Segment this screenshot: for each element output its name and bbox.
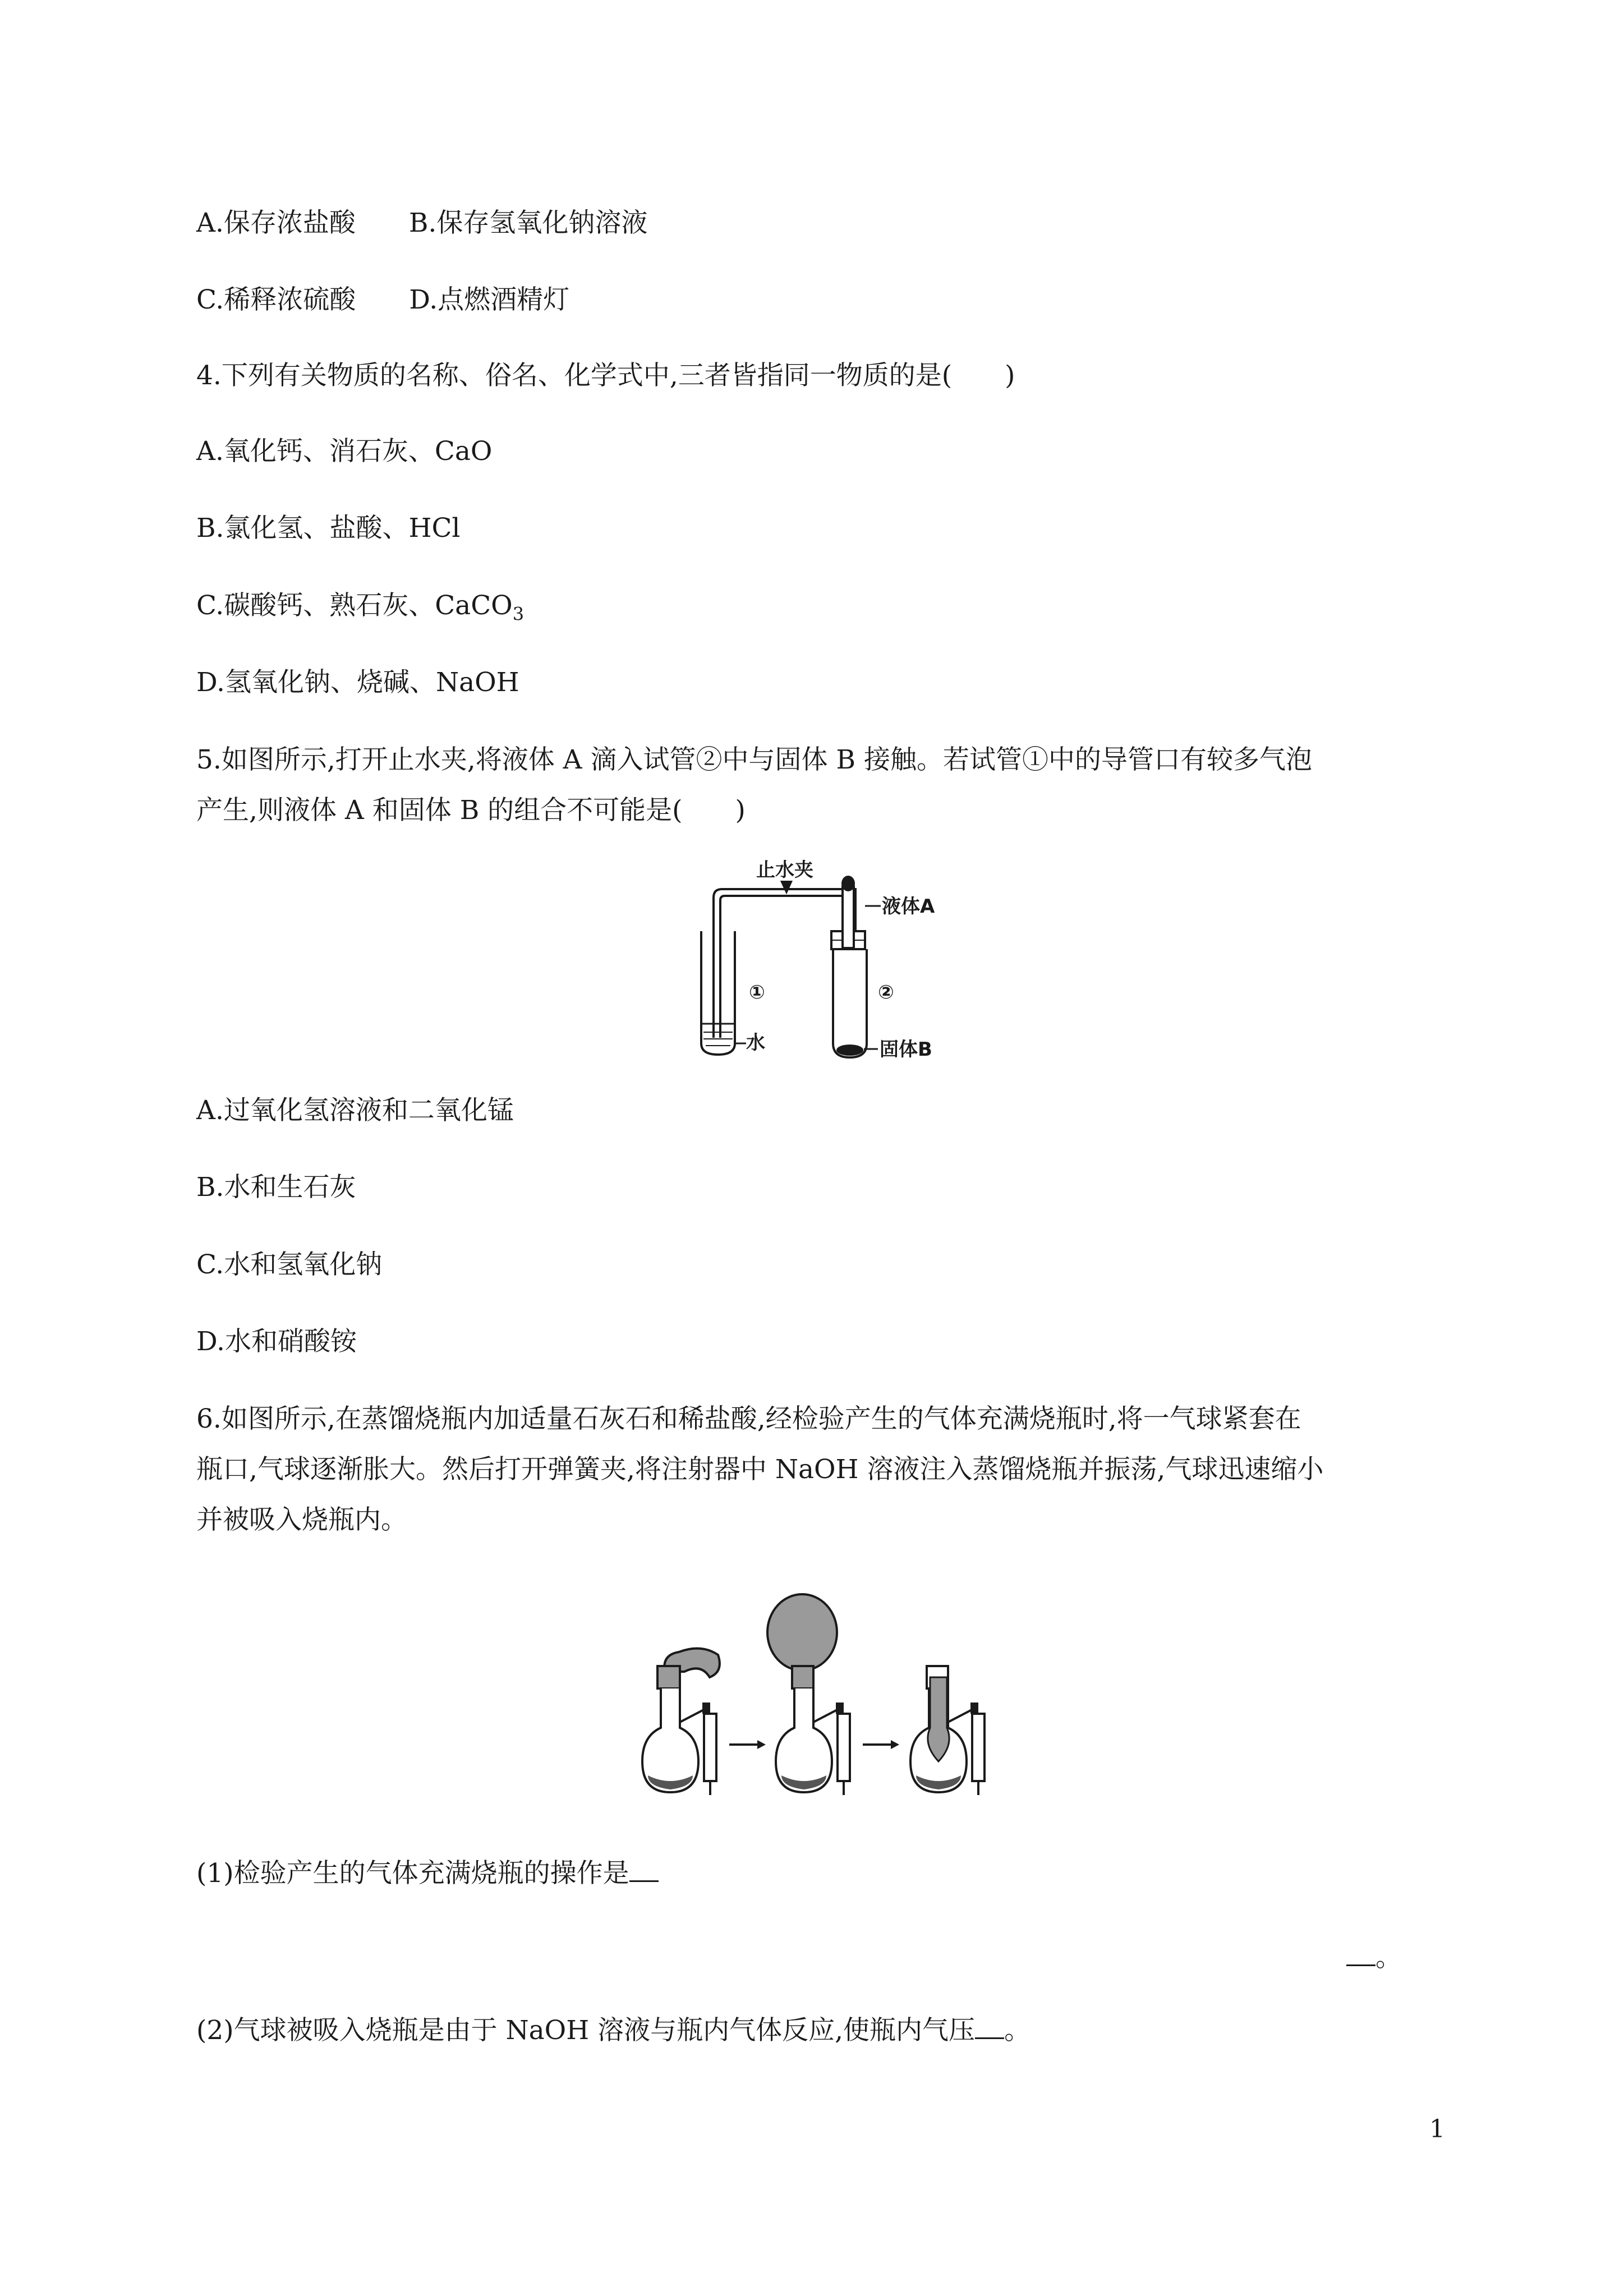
q3-option-b: B.保存氢氧化钠溶液 [408,208,648,238]
q4-stem: 4.下列有关物质的名称、俗名、化学式中,三者皆指同一物质的是( ) [196,360,1015,391]
q6-sub2-text: (2)气球被吸入烧瓶是由于 NaOH 溶液与瓶内气体反应,使瓶内气压 [196,2015,976,2046]
q4-option-b: B.氯化氢、盐酸、HCl [196,513,461,544]
flask-3 [910,1666,984,1795]
q3-options-ab [196,206,647,240]
q6-sub1 [196,1857,659,1890]
q6-sub2-period: 。 [1004,2015,1031,2046]
q6-sub1-period: 。 [1375,1942,1402,1973]
q3-option-a: A.保存浓盐酸 [196,208,356,238]
clamp-label: 止水夹 [756,859,813,881]
q5-stem-line2: 产生,则液体 A 和固体 B 的组合不可能是( ) [196,795,746,826]
q5-option-c: C.水和氢氧化钠 [196,1249,383,1280]
q6-sub1-blank-end[interactable] [1346,1942,1375,1966]
liquid-a-label: 液体A [882,895,935,918]
tube1-label: ① [749,981,765,1004]
q3-options-cd [196,283,569,317]
flask-2 [767,1594,850,1795]
q6-stem-line3: 并被吸入烧瓶内。 [196,1504,407,1535]
q5-option-d: D.水和硝酸铵 [196,1326,357,1357]
q5-option-b: B.水和生石灰 [196,1172,356,1203]
solid-b-label: 固体B [880,1038,932,1061]
q6-sub1-blank-start[interactable] [629,1858,659,1882]
q4-option-d: D.氢氧化钠、烧碱、NaOH [196,667,519,698]
water-label: 水 [746,1032,765,1054]
q6-stem-line2: 瓶口,气球逐渐胀大。然后打开弹簧夹,将注射器中 NaOH 溶液注入蒸馏烧瓶并振荡,气球迅速缩小 [196,1454,1324,1485]
q4-option-a: A.氧化钙、消石灰、CaO [196,436,493,467]
q6-sub2-blank[interactable] [975,2015,1004,2039]
q6-flask-sequence-figure [640,1593,1010,1806]
q6-stem-line1: 6.如图所示,在蒸馏烧瓶内加适量石灰石和稀盐酸,经检验产生的气体充满烧瓶时,将一气球紧套在 [196,1404,1301,1434]
q4-option-c [196,589,524,631]
q5-stem-line1: 5.如图所示,打开止水夹,将液体 A 滴入试管②中与固体 B 接触。若试管①中的导管口有较多气泡 [196,744,1312,775]
q6-sub1-text: (1)检验产生的气体充满烧瓶的操作是 [196,1858,629,1889]
q3-option-c: C.稀释浓硫酸 [196,284,356,315]
q3-option-d: D.点燃酒精灯 [409,284,570,315]
q5-option-a: A.过氧化氢溶液和二氧化锰 [196,1095,514,1126]
flask-1 [642,1649,720,1795]
q5-apparatus-figure [696,858,965,1066]
page-number: 1 [1429,2115,1445,2143]
q4-option-c-subscript: 3 [512,603,525,625]
q6-sub1-end [1346,1941,1402,1975]
tube2-label: ② [878,981,894,1004]
q6-sub2 [196,2014,1030,2047]
q4-option-c-text: C.碳酸钙、熟石灰、CaCO [196,590,513,621]
